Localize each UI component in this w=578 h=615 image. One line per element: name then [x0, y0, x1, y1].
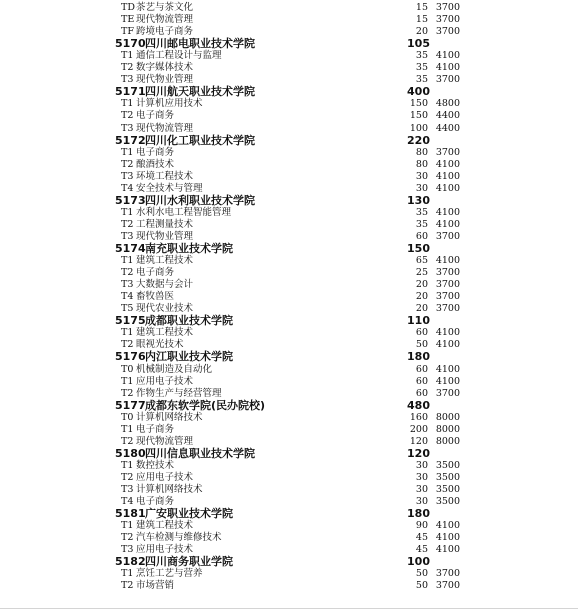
program-row [0, 376, 578, 388]
school-code: 5180 [115, 446, 146, 460]
program-tuition-fee: 4100 [435, 170, 460, 182]
program-name: 水利水电工程智能管理 [136, 206, 232, 218]
school-total-quota: 180 [407, 350, 430, 364]
school-name: 四川水利职业技术学院 [145, 193, 255, 207]
program-tuition-fee: 4400 [435, 110, 460, 122]
program-name: 现代物流管理 [136, 435, 194, 447]
program-code: T3 [121, 279, 134, 291]
program-tuition-fee: 4100 [435, 50, 460, 62]
program-quota: 150 [409, 110, 428, 122]
school-name: 南充职业技术学院 [145, 242, 233, 255]
program-name: 现代物流管理 [136, 14, 194, 26]
program-tuition-fee: 4100 [435, 339, 460, 351]
program-tuition-fee: 4100 [435, 255, 460, 267]
school-code: 5182 [115, 555, 146, 569]
program-code: T0 [121, 363, 134, 375]
page-bottom-divider [0, 608, 578, 609]
program-code: T0 [121, 411, 134, 423]
school-total-quota: 400 [407, 85, 430, 99]
program-tuition-fee: 3700 [435, 146, 460, 158]
program-name: 茶艺与茶文化 [136, 2, 194, 13]
program-tuition-fee: 3700 [435, 230, 460, 242]
program-quota: 80 [415, 146, 428, 158]
program-code: T4 [121, 182, 134, 194]
program-tuition-fee: 3700 [435, 291, 460, 303]
program-quota: 200 [409, 423, 428, 435]
program-name: 眼视光技术 [136, 339, 184, 351]
school-name: 四川邮电职业技术学院 [145, 37, 255, 51]
program-name: 汽车检测与维修技术 [136, 532, 222, 544]
program-quota: 150 [409, 98, 428, 110]
program-quota: 30 [415, 496, 428, 508]
program-code: T2 [121, 532, 134, 544]
program-name: 电子商务 [136, 267, 175, 279]
program-tuition-fee: 4100 [435, 62, 460, 74]
program-name: 电子商务 [136, 110, 175, 122]
program-code: T2 [121, 62, 134, 74]
program-code: T1 [121, 255, 134, 267]
program-code: T1 [121, 520, 134, 532]
school-row [0, 399, 578, 413]
program-quota: 80 [415, 158, 428, 170]
school-name: 广安职业技术学院 [145, 507, 233, 521]
program-row [0, 14, 578, 26]
program-name: 建筑工程技术 [136, 255, 194, 267]
school-name: 内江职业技术学院 [145, 350, 233, 364]
school-code: 5173 [115, 193, 146, 207]
program-code: T4 [121, 496, 134, 508]
program-tuition-fee: 4100 [435, 363, 460, 375]
program-tuition-fee: 3700 [435, 387, 460, 399]
program-row [0, 110, 578, 122]
program-row [0, 207, 578, 219]
program-quota: 20 [415, 291, 428, 303]
school-name: 四川商务职业学院 [145, 555, 233, 569]
program-tuition-fee: 3700 [435, 74, 460, 86]
program-code: T1 [121, 98, 134, 110]
program-code: T2 [121, 387, 134, 399]
school-code: 5175 [115, 314, 146, 328]
program-row [0, 147, 578, 159]
program-code: T1 [121, 327, 134, 339]
program-code: T3 [121, 230, 134, 242]
school-total-quota: 130 [407, 193, 430, 207]
program-name: 电子商务 [136, 146, 175, 158]
school-code: 5170 [115, 37, 146, 51]
school-row [0, 37, 578, 51]
program-code: T1 [121, 375, 134, 387]
school-code: 5181 [115, 507, 146, 521]
program-code: T1 [121, 568, 134, 580]
program-tuition-fee: 4100 [435, 206, 460, 218]
school-row [0, 242, 578, 256]
school-name: 四川化工职业技术学院 [145, 133, 255, 147]
program-quota: 50 [415, 568, 428, 580]
school-name: 四川航天职业技术学院 [145, 85, 255, 99]
program-row [0, 255, 578, 267]
program-row [0, 50, 578, 62]
school-row [0, 507, 578, 521]
program-code: T1 [121, 459, 134, 471]
school-name: 成都东软学院(民办院校) [145, 398, 266, 412]
program-name: 市场营销 [136, 580, 175, 592]
program-quota: 30 [415, 170, 428, 182]
program-quota: 15 [415, 2, 428, 13]
school-total-quota: 120 [407, 446, 430, 460]
program-row [0, 532, 578, 544]
program-row [0, 424, 578, 436]
program-code: T2 [121, 158, 134, 170]
program-name: 建筑工程技术 [136, 327, 194, 339]
program-code: T2 [121, 471, 134, 483]
program-name: 酿酒技术 [136, 158, 175, 170]
school-code: 5176 [115, 350, 146, 364]
school-total-quota: 220 [407, 133, 430, 147]
program-quota: 160 [409, 411, 428, 423]
program-quota: 120 [409, 435, 428, 447]
school-total-quota: 480 [407, 398, 430, 412]
program-quota: 35 [415, 206, 428, 218]
program-tuition-fee: 4100 [435, 532, 460, 544]
program-code: T1 [121, 206, 134, 218]
program-code: T5 [121, 303, 134, 315]
school-total-quota: 100 [407, 555, 430, 569]
program-name: 工程测量技术 [136, 218, 194, 230]
school-code: 5172 [115, 133, 146, 147]
program-name: 数字媒体技术 [136, 62, 194, 74]
program-name: 畜牧兽医 [136, 291, 175, 303]
program-tuition-fee: 3700 [435, 267, 460, 279]
program-row [0, 159, 578, 171]
program-tuition-fee: 3700 [435, 279, 460, 291]
program-tuition-fee: 3500 [435, 471, 460, 483]
program-name: 应用电子技术 [136, 471, 194, 483]
program-quota: 90 [415, 520, 428, 532]
program-row [0, 364, 578, 376]
school-row [0, 134, 578, 148]
program-tuition-fee: 3500 [435, 459, 460, 471]
program-code: T1 [121, 50, 134, 62]
program-name: 电子商务 [136, 423, 175, 435]
program-code: T3 [121, 74, 134, 86]
program-tuition-fee: 8000 [435, 411, 460, 423]
program-code: TF [121, 26, 134, 38]
school-total-quota: 105 [407, 37, 430, 51]
program-row [0, 62, 578, 74]
program-tuition-fee: 4100 [435, 375, 460, 387]
program-name: 现代物业管理 [136, 74, 194, 86]
program-row [0, 291, 578, 303]
program-code: T4 [121, 291, 134, 303]
program-row [0, 171, 578, 183]
program-quota: 15 [415, 14, 428, 26]
program-name: 安全技术与管理 [136, 182, 203, 194]
program-row [0, 460, 578, 472]
program-tuition-fee: 3500 [435, 496, 460, 508]
school-name: 四川信息职业技术学院 [145, 446, 255, 460]
program-code: T1 [121, 146, 134, 158]
program-tuition-fee: 4100 [435, 218, 460, 230]
program-name: 大数据与会计 [136, 279, 194, 291]
program-name: 计算机网络技术 [136, 484, 203, 495]
program-row [0, 2, 578, 14]
program-name: 建筑工程技术 [136, 520, 194, 532]
program-code: T3 [121, 170, 134, 182]
program-code: T2 [121, 267, 134, 279]
program-name: 机械制造及自动化 [136, 363, 213, 375]
program-row [0, 580, 578, 592]
program-code: TD [121, 2, 135, 13]
program-quota: 65 [415, 255, 428, 267]
school-code: 5171 [115, 85, 146, 99]
program-tuition-fee: 8000 [435, 435, 460, 447]
program-name: 电子商务 [136, 496, 175, 508]
program-tuition-fee: 3700 [435, 568, 460, 580]
program-quota: 45 [415, 532, 428, 544]
program-row [0, 327, 578, 339]
program-row [0, 472, 578, 484]
program-quota: 20 [415, 303, 428, 315]
program-tuition-fee: 4100 [435, 327, 460, 339]
program-name: 应用电子技术 [136, 375, 194, 387]
program-name: 跨境电子商务 [136, 26, 194, 38]
program-quota: 60 [415, 230, 428, 242]
program-quota: 60 [415, 375, 428, 387]
program-name: 现代物流管理 [136, 122, 194, 134]
program-code: TE [121, 14, 135, 26]
program-name: 计算机应用技术 [136, 98, 203, 110]
program-tuition-fee: 3700 [435, 26, 460, 38]
program-code: T3 [121, 484, 134, 495]
program-row [0, 267, 578, 279]
program-code: T1 [121, 423, 134, 435]
program-quota: 35 [415, 218, 428, 230]
program-tuition-fee: 4100 [435, 544, 460, 556]
program-row [0, 219, 578, 231]
program-code: T3 [121, 122, 134, 134]
program-tuition-fee: 3700 [435, 14, 460, 26]
program-tuition-fee: 4800 [435, 98, 460, 110]
school-row [0, 447, 578, 461]
program-row [0, 484, 578, 496]
program-code: T2 [121, 580, 134, 592]
program-name: 作物生产与经营管理 [136, 387, 222, 399]
program-quota: 35 [415, 74, 428, 86]
program-quota: 30 [415, 484, 428, 495]
program-code: T2 [121, 435, 134, 447]
program-tuition-fee: 4100 [435, 182, 460, 194]
school-row [0, 194, 578, 208]
program-quota: 60 [415, 363, 428, 375]
program-tuition-fee: 4100 [435, 158, 460, 170]
program-quota: 50 [415, 580, 428, 592]
program-name: 计算机网络技术 [136, 411, 203, 423]
school-total-quota: 110 [407, 314, 430, 328]
program-row [0, 98, 578, 110]
program-code: T2 [121, 339, 134, 351]
program-name: 烹饪工艺与营养 [136, 568, 203, 580]
school-row [0, 314, 578, 328]
program-quota: 30 [415, 182, 428, 194]
program-name: 应用电子技术 [136, 544, 194, 556]
program-name: 环境工程技术 [136, 170, 194, 182]
program-row [0, 412, 578, 424]
school-total-quota: 150 [407, 242, 430, 255]
school-code: 5177 [115, 398, 146, 412]
program-row [0, 279, 578, 291]
school-row [0, 85, 578, 99]
program-code: T2 [121, 218, 134, 230]
school-row [0, 555, 578, 569]
program-quota: 35 [415, 50, 428, 62]
program-code: T3 [121, 544, 134, 556]
program-tuition-fee: 3500 [435, 484, 460, 495]
school-name: 成都职业技术学院 [145, 314, 233, 328]
program-quota: 30 [415, 459, 428, 471]
program-quota: 100 [409, 122, 428, 134]
program-tuition-fee: 3700 [435, 580, 460, 592]
program-quota: 20 [415, 26, 428, 38]
program-name: 现代物业管理 [136, 230, 194, 242]
school-row [0, 350, 578, 364]
school-code: 5174 [115, 242, 146, 255]
school-total-quota: 180 [407, 507, 430, 521]
program-quota: 45 [415, 544, 428, 556]
program-quota: 50 [415, 339, 428, 351]
program-quota: 25 [415, 267, 428, 279]
program-tuition-fee: 4400 [435, 122, 460, 134]
program-name: 数控技术 [136, 459, 175, 471]
program-quota: 35 [415, 62, 428, 74]
program-name: 现代农业技术 [136, 303, 194, 315]
program-code: T2 [121, 110, 134, 122]
program-quota: 60 [415, 387, 428, 399]
program-row [0, 568, 578, 580]
program-quota: 60 [415, 327, 428, 339]
program-tuition-fee: 3700 [435, 303, 460, 315]
program-quota: 20 [415, 279, 428, 291]
program-tuition-fee: 8000 [435, 423, 460, 435]
program-tuition-fee: 3700 [435, 2, 460, 13]
program-row [0, 520, 578, 532]
program-tuition-fee: 4100 [435, 520, 460, 532]
program-quota: 30 [415, 471, 428, 483]
program-name: 通信工程设计与监理 [136, 50, 222, 62]
